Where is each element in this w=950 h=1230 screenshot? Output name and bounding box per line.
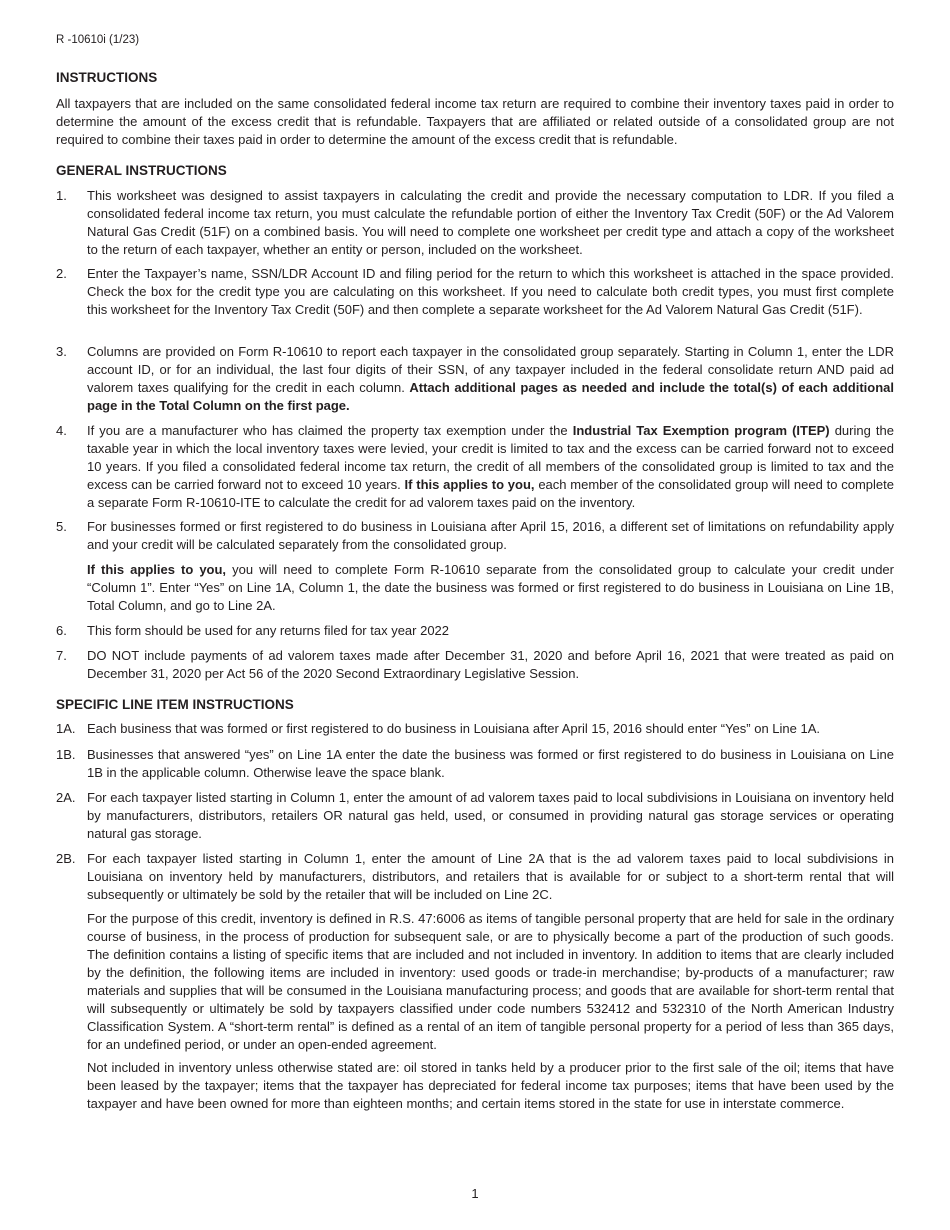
subparagraph-text: you will need to complete Form R-10610 separate from the consolidated group to calculate your credit under “Column 1”. Enter “Yes” on Line 1A, Column 1, the date the business was formed or first registered to do business in Louisiana on Line 1B, Total Column, and go to Line 2A. [87, 562, 894, 613]
item-text: This worksheet was designed to assist taxpayers in calculating the credit and provide the necessary computation to LDR. If you filed a consolidated federal income tax return, you must calculate the refundable portion of either the Inventory Tax Credit (50F) or the Ad Valorem Natural Gas Credit (51F) on a combined basis. You will need to complete one worksheet per credit type and attach a copy of the worksheet to the return of each taxpayer, whether an entity or person, included on the worksheet. [87, 188, 894, 257]
item-number: 4. [56, 423, 67, 438]
line-text: Businesses that answered “yes” on Line 1A enter the date the business was formed or first registered to do business in Louisiana on Line 1B in the applicable column. Otherwise leave the space blank. [87, 747, 894, 780]
item-number: 5. [56, 519, 67, 534]
page-number: 1 [471, 1186, 479, 1201]
general-instructions-heading: GENERAL INSTRUCTIONS [56, 163, 227, 178]
general-item-4 [56, 422, 894, 512]
line-number: 1A. [56, 721, 76, 736]
item-text-c: each member of the consolidated group will need to complete a separate Form R-10610-ITE to calculate the credit for ad valorem taxes paid on the inventory. [87, 477, 894, 510]
instructions-heading: INSTRUCTIONS [56, 70, 158, 85]
line-text: For each taxpayer listed starting in Column 1, enter the amount of ad valorem taxes paid to local subdivisions in Louisiana on inventory held by manufacturers, distributors, retailers OR natural gas held, used, or consumed in providing natural gas storage services or operating natural gas storage. [87, 790, 894, 841]
item-text-regular: Columns are provided on Form R-10610 to report each taxpayer in the consolidated group separately. Starting in Column 1, enter the LDR account ID, or for an individual, the last four digits of their SSN, of any taxpayer included in the federal consolidate return AND paid ad valorem taxes qualifying for the credit in each column. [87, 344, 894, 395]
itep-program-bold: Industrial Tax Exemption program (ITEP) [572, 423, 830, 438]
inventory-definition-paragraph: For the purpose of this credit, inventory is defined in R.S. 47:6006 as items of tangible personal property that are held for sale in the ordinary course of business, in the process of production for subsequent sale, or are to physically become a part of the production of such goods. The definition contains a listing of specific items that are included and not included in inventory. In addition to items that are clearly included by the definition, the following items are included in inventory: used goods or trade-in merchandise; by-products of a manufacturer; raw materials and supplies that will be consumed in the Louisiana manufacturing process; and goods that are available for short-term rental that will subsequently or ultimately be sold by taxpayers classified under code numbers 532412 and 532310 of the North American Industry Classification System. A “short-term rental” is defined as a rental of an item of tangible personal property for a period of less than 365 days, for an undefined period, or under an open-ended agreement. [87, 911, 894, 1052]
specific-instructions-heading: SPECIFIC LINE ITEM INSTRUCTIONS [56, 697, 294, 712]
line-text: For each taxpayer listed starting in Column 1, enter the amount of Line 2A that is the ad valorem taxes paid to local subdivisions in Louisiana on inventory held by manufacturers, distributors, and retailers that is available for or subject to a short-term rental that will subsequently or ultimately be sold by the retailer that will be included on Line 2C. [87, 851, 894, 902]
general-item-5-subparagraph [87, 561, 894, 615]
item-text: DO NOT include payments of ad valorem taxes made after December 31, 2020 and before April 16, 2021 that were treated as paid on December 31, 2020 per Act 56 of the 2020 Second Extraordinary Legislative Session. [87, 648, 894, 681]
item-text-a: If you are a manufacturer who has claimed the property tax exemption under the [87, 423, 573, 438]
line-item-2a [56, 789, 894, 843]
line-item-2b [56, 850, 894, 904]
line-number: 2A. [56, 790, 76, 805]
line-text: Each business that was formed or first registered to do business in Louisiana after April 15, 2016 should enter “Yes” on Line 1A. [87, 721, 821, 736]
applies-to-you-bold: If this applies to you, [404, 477, 535, 492]
item-text-b: during the taxable year in which the local inventory taxes were levied, your credit is limited to tax and the excess can be carried forward not to exceed 10 years. If you filed a consolidated federal income tax return, the credit of all members of the consolidated group is limited to tax and the excess can be carried forward not to exceed 10 years. [87, 423, 894, 492]
general-item-2 [56, 265, 894, 319]
item-number: 7. [56, 648, 67, 663]
line-number: 2B. [56, 851, 76, 866]
instructions-paragraph: All taxpayers that are included on the same consolidated federal income tax return are required to combine their inventory taxes paid in order to determine the amount of the excess credit that is refundable. Taxpayers that are affiliated or related outside of a consolidated group are not required to combine their taxes paid in order to determine the amount of the excess credit that is refundable. [56, 96, 894, 147]
line-item-1a [56, 720, 894, 738]
item-text: This form should be used for any returns filed for tax year 2022 [87, 623, 450, 638]
item-number: 2. [56, 266, 67, 281]
form-id: R -10610i (1/23) [56, 34, 140, 46]
general-item-3 [56, 343, 894, 415]
item-text: Enter the Taxpayer’s name, SSN/LDR Account ID and filing period for the return to which this worksheet is attached in the space provided. Check the box for the credit type you are calculating on this worksheet. If you need to calculate both credit types, you must first complete this worksheet for the Inventory Tax Credit (50F) and then complete a separate worksheet for the Ad Valorem Natural Gas Credit (51F). [87, 266, 894, 317]
general-item-1 [56, 187, 894, 259]
item-number: 1. [56, 188, 67, 203]
item-text [87, 422, 894, 512]
general-item-7 [56, 647, 894, 683]
line-number: 1B. [56, 747, 76, 762]
applies-to-you-bold: If this applies to you, [87, 562, 227, 577]
general-item-5 [56, 518, 894, 554]
general-item-6 [56, 622, 894, 640]
item-number: 3. [56, 344, 67, 359]
item-text: For businesses formed or first registered to do business in Louisiana after April 15, 2016, a different set of limitations on refundability apply and your credit will be calculated separately from the consolidated group. [87, 519, 894, 552]
not-included-paragraph: Not included in inventory unless otherwise stated are: oil stored in tanks held by a producer prior to the first sale of the oil; items that have been leased by the taxpayer; items that the taxpayer has depreciated for federal income tax purposes; items that have been used by the taxpayer and have been owned for more than eighteen months; and certain items stored in the state for use in interstate commerce. [87, 1060, 894, 1111]
item-text [87, 343, 894, 415]
item-number: 6. [56, 623, 67, 638]
item-text-bold: Attach additional pages as needed and include the total(s) of each additional page in the Total Column on the first page. [87, 380, 894, 413]
line-item-1b [56, 746, 894, 782]
